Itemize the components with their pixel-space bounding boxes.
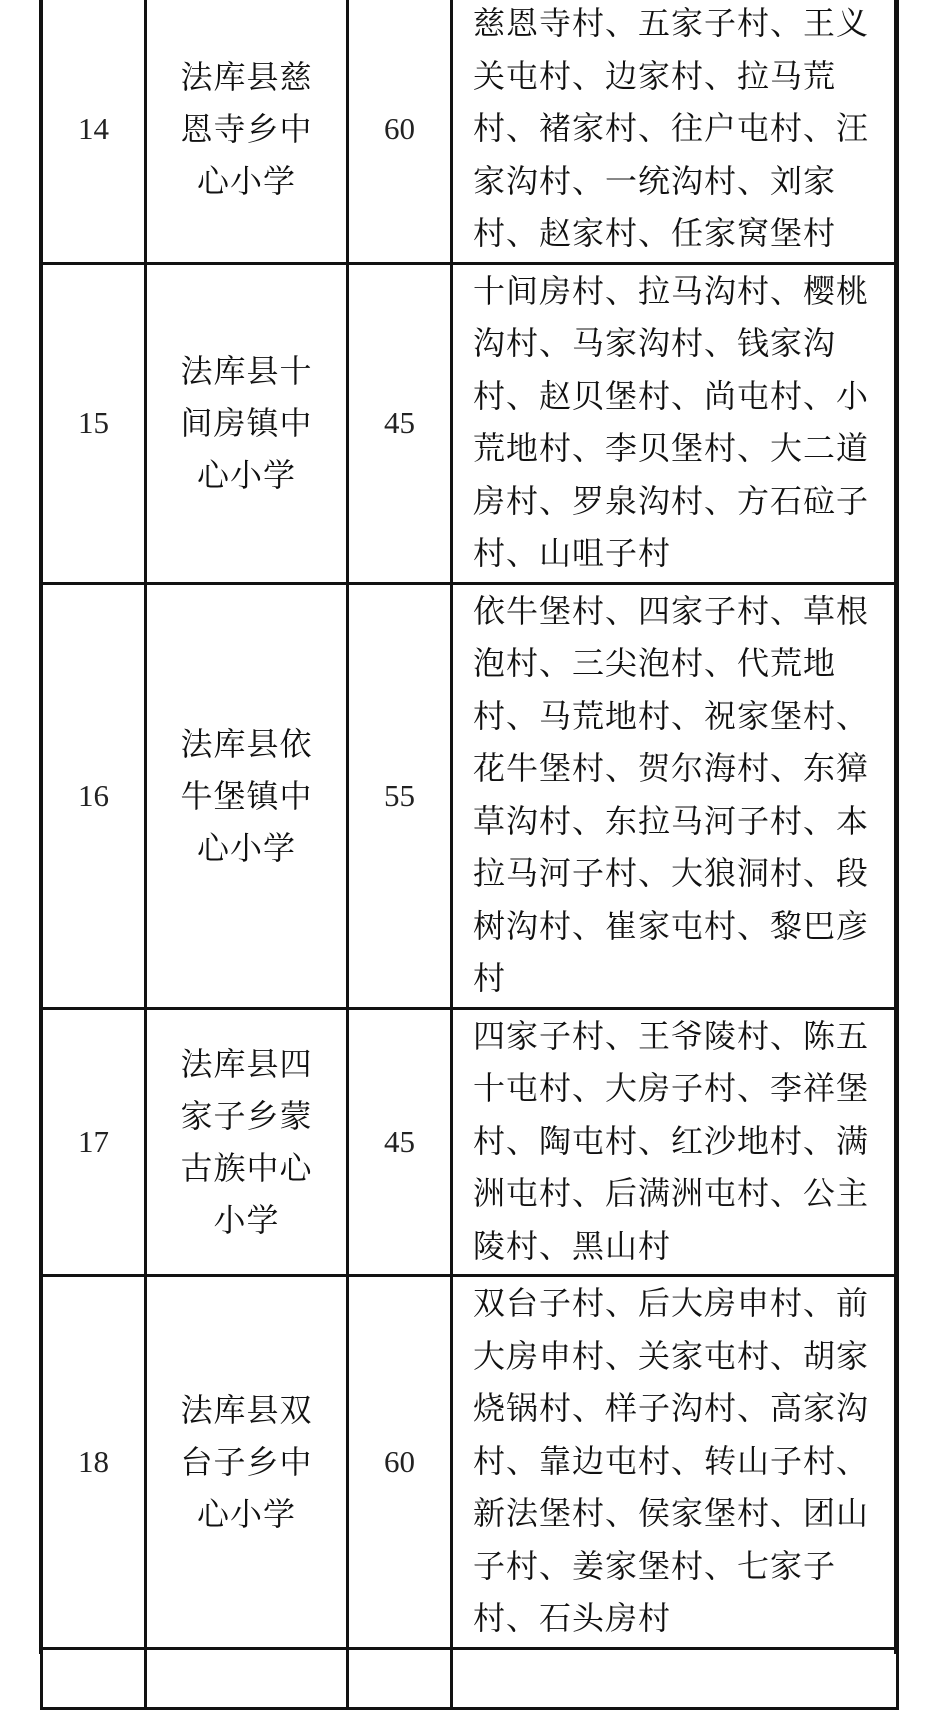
service-villages: 十间房村、拉马沟村、樱桃 沟村、马家沟村、钱家沟 村、赵贝堡村、尚屯村、小 荒地村、李贝堡村、大二道 房村、罗泉沟村、方石砬子 村、山咀子村 xyxy=(452,263,898,583)
row-number: 14 xyxy=(42,0,146,263)
row-number: 18 xyxy=(42,1276,146,1649)
table-row xyxy=(42,1008,898,1276)
school-name: 法库县慈 恩寺乡中 心小学 xyxy=(146,0,348,263)
service-villages: 四家子村、王爷陵村、陈五 十屯村、大房子村、李祥堡 村、陶屯村、红沙地村、满 洲屯村、后满洲屯村、公主 陵村、黑山村 xyxy=(452,1008,898,1276)
school-name: 法库县十 间房镇中 心小学 xyxy=(146,263,348,583)
enrollment-quota: 55 xyxy=(348,583,452,1008)
empty-cell xyxy=(452,1648,898,1708)
service-villages: 慈恩寺村、五家子村、王义 关屯村、边家村、拉马荒 村、褚家村、往户屯村、汪 家沟村、一统沟村、刘家 村、赵家村、任家窝堡村 xyxy=(452,0,898,263)
enrollment-quota: 45 xyxy=(348,1008,452,1276)
table-row xyxy=(42,263,898,583)
service-villages: 依牛堡村、四家子村、草根 泡村、三尖泡村、代荒地 村、马荒地村、祝家堡村、 花牛堡村、贺尔海村、东獐 草沟村、东拉马河子村、本 拉马河子村、大狼洞村、段 树沟村、崔家屯村、黎巴彦 村 xyxy=(452,583,898,1008)
table-row xyxy=(42,0,898,263)
enrollment-quota: 60 xyxy=(348,1276,452,1649)
empty-cell xyxy=(42,1648,146,1708)
enrollment-quota: 45 xyxy=(348,263,452,583)
school-name: 法库县四 家子乡蒙 古族中心 小学 xyxy=(146,1008,348,1276)
table-row xyxy=(42,583,898,1008)
school-name: 法库县双 台子乡中 心小学 xyxy=(146,1276,348,1649)
enrollment-table xyxy=(40,0,899,1710)
row-number: 16 xyxy=(42,583,146,1008)
school-name: 法库县依 牛堡镇中 心小学 xyxy=(146,583,348,1008)
enrollment-quota: 60 xyxy=(348,0,452,263)
table-row xyxy=(42,1648,898,1708)
empty-cell xyxy=(146,1648,348,1708)
service-villages: 双台子村、后大房申村、前 大房申村、关家屯村、胡家 烧锅村、样子沟村、高家沟 村、靠边屯村、转山子村、 新法堡村、侯家堡村、团山 子村、姜家堡村、七家子 村、石头房村 xyxy=(452,1276,898,1649)
row-number: 17 xyxy=(42,1008,146,1276)
row-number: 15 xyxy=(42,263,146,583)
table-row xyxy=(42,1276,898,1649)
empty-cell xyxy=(348,1648,452,1708)
